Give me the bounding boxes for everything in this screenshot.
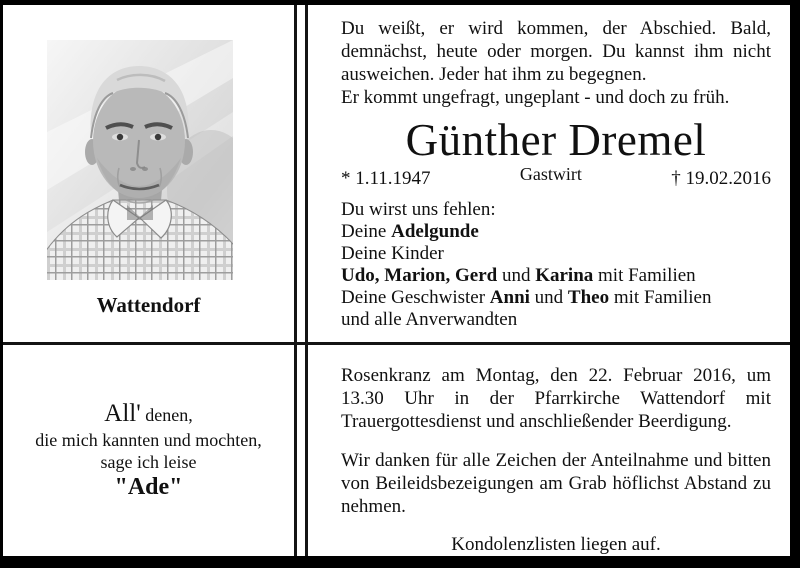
mourners-title: Du wirst uns fehlen: [341, 199, 496, 220]
vertical-rule-right [305, 5, 308, 556]
mourners-list [341, 199, 771, 331]
farewell-text [3, 345, 294, 498]
wife-name: Adelgunde [391, 221, 479, 242]
portrait-photo-image [47, 40, 233, 280]
obituary-paper [3, 5, 790, 556]
photo-caption: Wattendorf [96, 293, 201, 317]
vertical-rule-left [294, 5, 297, 556]
sibling-name-2: Theo [567, 287, 610, 308]
farewell-line-1: All' denen, [104, 400, 193, 427]
farewell-panel [3, 345, 294, 556]
portrait-photo [47, 40, 233, 280]
service-panel [308, 345, 790, 556]
occupation: Gastwirt [519, 164, 582, 184]
children-label: Deine Kinder [341, 243, 444, 264]
death-date: † 19.02.2016 [671, 168, 771, 189]
main-notice-panel [308, 5, 790, 342]
children-names: Udo, Marion, Gerd [341, 265, 498, 286]
mourner-wife: Deine Adelgunde [341, 221, 479, 242]
condolence-note: Kondolenzlisten liegen auf. [451, 534, 661, 555]
child-name: Karina [535, 265, 594, 286]
birth-date: * 1.11.1947 [341, 168, 431, 189]
intro-closing-line: Er kommt ungefragt, ungeplant - und doch zu früh. [341, 87, 730, 108]
farewell-line-3: sage ich leise [100, 452, 197, 472]
mourner-relatives: und alle Anverwandten [341, 309, 518, 330]
photo-panel [3, 5, 294, 342]
sibling-name-1: Anni [489, 287, 530, 308]
farewell-word: "Ade" [114, 474, 183, 500]
thanks-note: Wir danken für alle Zeichen der Anteilnahme und bitten von Beileidsbezeigungen am Grab höflichst Abstand zu nehmen. [341, 450, 771, 517]
rosary-info: Rosenkranz am Montag, den 22. Februar 2016, um 13.30 Uhr in der Pfarrkirche Wattendorf mit Trauergottesdienst und anschließender Beerdigung. [341, 365, 771, 432]
intro-paragraph: Du weißt, er wird kommen, der Abschied. Bald, demnächst, heute oder morgen. Du kannst ihm nicht ausweichen. Jeder hat ihm zu begegnen. [341, 18, 771, 85]
horizontal-rule [3, 342, 790, 345]
deceased-name: Günther Dremel [405, 115, 707, 165]
life-dates-row [341, 164, 771, 190]
mourner-children: Udo, Marion, Gerd und Karina mit Familien [341, 265, 696, 286]
mourner-siblings: Deine Geschwister Anni und Theo mit Familien [341, 287, 712, 308]
farewell-line-2: die mich kannten und mochten, [35, 430, 262, 450]
